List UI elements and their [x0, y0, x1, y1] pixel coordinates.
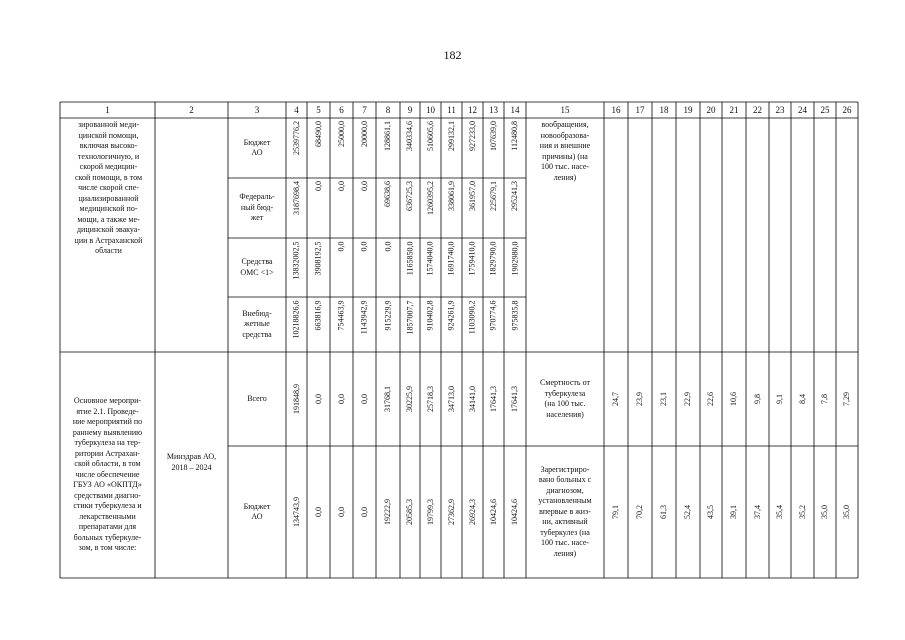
amount-value: 27362,9 — [446, 499, 456, 525]
indicator-name: вообращения, новообразова- ния и внешние причины) (на 100 тыс. насе- ления) — [539, 120, 591, 182]
amount-value: 975835,8 — [510, 300, 519, 330]
amount-value: 34713,0 — [446, 386, 456, 412]
amount-value: 112480,8 — [510, 121, 519, 151]
amount-value: 20000,0 — [359, 121, 369, 147]
header-cell: 10 — [426, 105, 435, 115]
amount-value: 1165850,0 — [405, 241, 414, 275]
indicator-value: 8,4 — [797, 394, 807, 404]
indicator-value: 79,1 — [611, 505, 620, 519]
amount-value: 636725,3 — [405, 181, 414, 211]
indicator-value: 7,8 — [820, 394, 829, 404]
amount-value: 0,0 — [359, 507, 369, 517]
header-cell: 5 — [316, 105, 321, 115]
indicator-value: 22,9 — [683, 392, 692, 406]
indicator-name: Зарегистриро- вано больных с диагнозом, установленным впервые в жиз- ни, активный туберкулез (на 100 тыс. насе- ления) — [538, 464, 592, 558]
amount-value: 910402,8 — [425, 300, 435, 330]
header-cell: 25 — [820, 105, 830, 115]
indicator-value: 23,1 — [659, 392, 668, 406]
amount-value: 20585,3 — [405, 499, 414, 525]
amount-value: 924261,9 — [446, 300, 456, 330]
amount-value: 0,0 — [313, 394, 323, 404]
header-cell: 6 — [339, 105, 344, 115]
amount-value: 10218826,6 — [291, 300, 301, 338]
amount-value: 1759410,0 — [467, 241, 477, 275]
amount-value: 69638,6 — [383, 181, 392, 207]
indicator-value: 24,7 — [611, 392, 620, 406]
funding-source: Бюджет АО — [243, 501, 271, 521]
header-cell: 15 — [560, 105, 570, 115]
amount-value: 25718,3 — [425, 386, 435, 412]
amount-value: 0,0 — [336, 394, 346, 404]
amount-value: 128861,1 — [383, 121, 392, 151]
indicator-value: 37,4 — [752, 505, 762, 519]
amount-value: 19799,3 — [425, 499, 435, 525]
amount-value: 2539776,2 — [291, 121, 301, 155]
header-cell: 21 — [729, 105, 739, 115]
amount-value: 0,0 — [313, 181, 323, 191]
amount-value: 13832002,5 — [291, 241, 301, 279]
indicator-value: 39,1 — [729, 505, 738, 519]
header-cell: 22 — [753, 105, 762, 115]
indicator-value: 70,2 — [635, 505, 644, 519]
amount-value: 19222,9 — [383, 499, 392, 525]
amount-value: 10424,6 — [510, 499, 519, 525]
header-cell: 23 — [775, 105, 785, 115]
amount-value: 3187698,4 — [291, 181, 301, 215]
measure-description: зированной меди- цинской помощи, включая высоко- технологичную, и скорой медицин- ской помощи, в том числе скорой спе- циализированной медицинской по- мощи, а также ме- дицинской эвакуа- ции в Астраханской области — [74, 120, 143, 255]
amount-value: 915229,9 — [383, 300, 392, 330]
indicator-value: 22,6 — [706, 392, 715, 406]
amount-value: 1691740,0 — [446, 241, 456, 275]
indicator-value: 7,29 — [842, 392, 851, 406]
funding-source: Бюджет АО — [243, 137, 271, 157]
amount-value: 3908192,5 — [313, 241, 323, 275]
indicator-value: 9,1 — [775, 394, 784, 404]
amount-value: 299132,1 — [446, 121, 456, 151]
header-cell: 19 — [683, 105, 693, 115]
funding-source: Средства ОМС <1> — [240, 257, 274, 277]
amount-value: 0,0 — [359, 241, 369, 251]
indicator-value: 61,3 — [659, 505, 668, 519]
amount-value: 1857007,7 — [405, 300, 414, 334]
amount-value: 17641,3 — [488, 386, 498, 412]
amount-value: 134743,9 — [291, 497, 301, 527]
amount-value: 663816,9 — [313, 300, 323, 330]
amount-value: 10424,6 — [488, 499, 498, 525]
amount-value: 0,0 — [336, 181, 346, 191]
amount-value: 0,0 — [359, 181, 369, 191]
header-cell: 11 — [447, 105, 456, 115]
amount-value: 17641,3 — [510, 386, 519, 412]
indicator-value: 52,4 — [683, 505, 692, 519]
header-cell: 9 — [407, 105, 413, 115]
amount-value: 970774,6 — [488, 300, 498, 330]
header-cell: 16 — [611, 105, 621, 115]
funding-source: Всего — [247, 393, 267, 403]
amount-value: 1143942,9 — [359, 300, 369, 334]
header-cell: 2 — [189, 105, 194, 115]
amount-value: 0,0 — [383, 241, 392, 251]
amount-value: 1574040,0 — [425, 241, 435, 275]
indicator-value: 35,0 — [820, 505, 829, 519]
indicator-name: Смертность от туберкулеза (на 100 тыс. населения) — [540, 378, 590, 419]
amount-value: 927233,0 — [467, 121, 477, 151]
amount-value: 361957,0 — [467, 181, 477, 211]
header-cell: 26 — [842, 105, 852, 115]
header-cell: 3 — [254, 105, 260, 115]
indicator-value: 43,5 — [706, 505, 715, 519]
amount-value: 1902980,0 — [510, 241, 519, 275]
amount-value: 0,0 — [336, 241, 346, 251]
amount-value: 1103090,2 — [467, 300, 477, 334]
amount-value: 225679,1 — [488, 181, 498, 211]
amount-value: 25000,0 — [336, 121, 346, 147]
header-cell: 18 — [659, 105, 669, 115]
header-cell: 4 — [294, 105, 299, 115]
amount-value: 1829790,0 — [488, 241, 498, 275]
amount-value: 338061,9 — [446, 181, 456, 211]
amount-value: 191848,9 — [291, 384, 301, 414]
amount-value: 510605,6 — [425, 121, 435, 151]
responsible-executor: Минздрав АО, 2018 – 2024 — [166, 452, 217, 472]
indicator-value: 35,2 — [797, 505, 807, 519]
header-cell: 8 — [385, 105, 391, 115]
page-number: 182 — [443, 48, 462, 62]
header-cell: 14 — [510, 105, 520, 115]
amount-value: 0,0 — [336, 507, 346, 517]
header-cell: 13 — [489, 105, 498, 115]
indicator-value: 23,9 — [635, 392, 644, 406]
amount-value: 0,0 — [359, 394, 369, 404]
header-cell: 17 — [635, 105, 645, 115]
amount-value: 295241,3 — [510, 181, 519, 211]
amount-value: 1260395,2 — [425, 181, 435, 215]
indicator-value: 9,8 — [752, 394, 762, 404]
indicator-value: 10,6 — [729, 392, 738, 406]
header-cell: 1 — [105, 105, 110, 115]
measure-description: Основное меропри- ятие 2.1. Проведе- ние мероприятий по раннему выявлению туберкулеза на тер- ритории Астрахан- ской области, в том числе обеспечение ГБУЗ АО «ОКПТД» средствами диагно- стики туберкулеза и лекарственными препаратами для больных туберкуле- зом, в том числе: — [72, 396, 143, 553]
funding-source: Федераль- ный бюд- жет — [239, 192, 275, 223]
amount-value: 34141,0 — [467, 386, 477, 412]
indicator-value: 35,4 — [775, 505, 784, 519]
header-cell: 20 — [706, 105, 716, 115]
amount-value: 0,0 — [313, 507, 323, 517]
amount-value: 754463,9 — [336, 300, 346, 330]
amount-value: 340334,6 — [405, 121, 414, 151]
header-cell: 7 — [362, 105, 367, 115]
indicator-value: 35,0 — [842, 505, 851, 519]
amount-value: 68490,0 — [313, 121, 323, 147]
header-cell: 12 — [468, 105, 477, 115]
amount-value: 30225,9 — [405, 386, 414, 412]
amount-value: 107639,0 — [488, 121, 498, 151]
amount-value: 31768,1 — [383, 386, 392, 412]
amount-value: 26924,3 — [467, 499, 477, 525]
funding-source: Внебюд- жетные средства — [242, 308, 272, 339]
header-cell: 24 — [798, 105, 807, 115]
